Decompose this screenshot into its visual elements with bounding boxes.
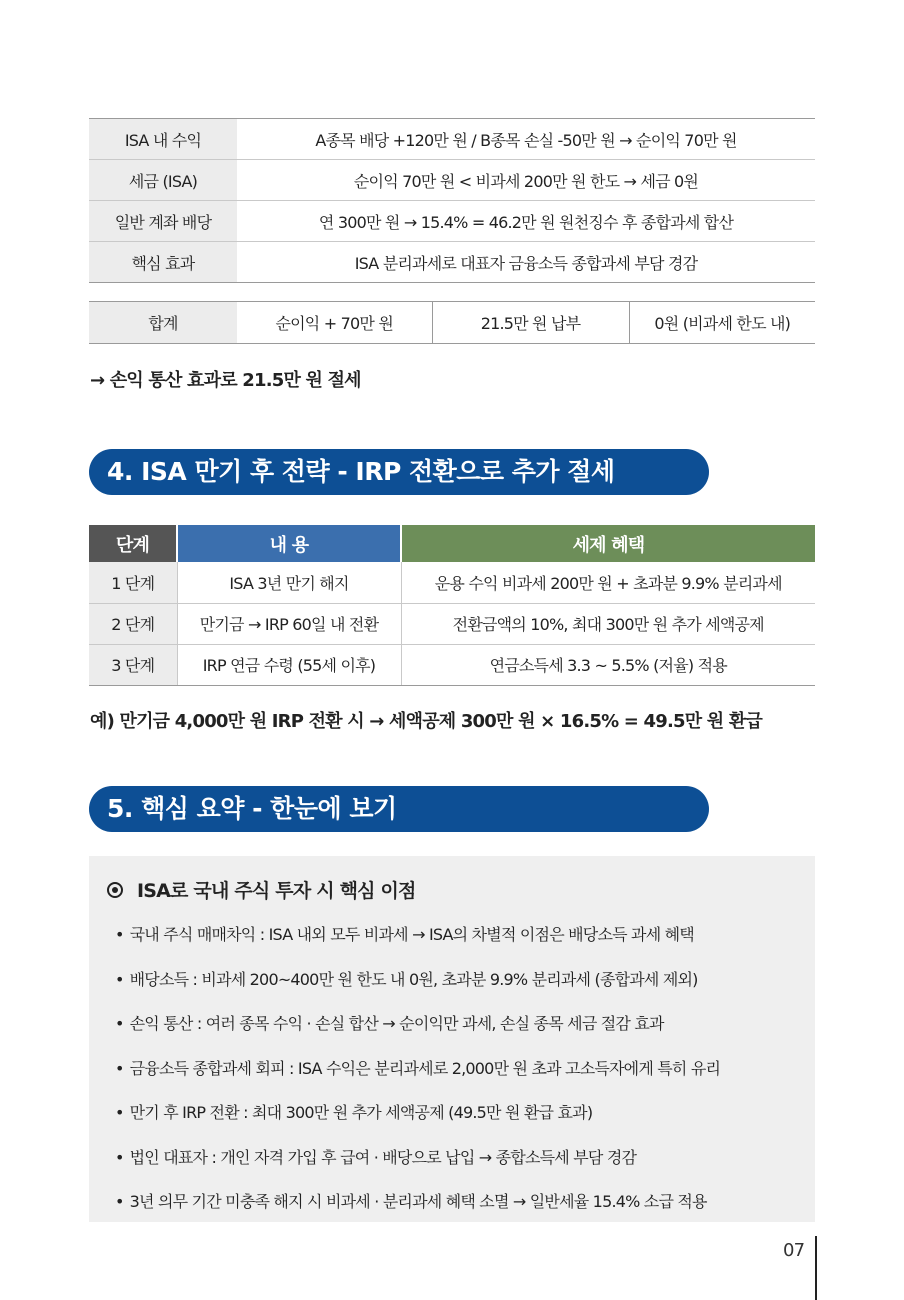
row-value: A종목 배당 +120만 원 / B종목 손실 -50만 원 → 순이익 70만 원 [237,119,815,160]
row-label: 세금 (ISA) [89,160,237,201]
page-divider [815,1236,817,1300]
list-item: • 금융소득 종합과세 회피 : ISA 수익은 분리과세로 2,000만 원 초과 고소득자에게 특히 유리 [115,1056,720,1101]
row-label: ISA 내 수익 [89,119,237,160]
list-item: • 배당소득 : 비과세 200~400만 원 한도 내 0원, 초과분 9.9% 분리과세 (종합과세 제외) [115,967,720,1012]
total-cell-1: 순이익 + 70만 원 [237,302,432,344]
table-row [89,201,815,242]
table-row [89,160,815,201]
row-label: 일반 계좌 배당 [89,201,237,242]
stage-table [89,525,815,686]
row-label: 핵심 효과 [89,242,237,283]
stage-table-header [89,525,815,562]
header-stage: 단계 [89,525,177,562]
list-item: • 국내 주식 매매차익 : ISA 내외 모두 비과세 → ISA의 차별적 이점은 배당소득 과세 혜택 [115,922,720,967]
stage-cell: 3 단계 [89,644,177,685]
list-item: • 법인 대표자 : 개인 자격 가입 후 급여 · 배당으로 납입 → 종합소득세 부담 경감 [115,1145,720,1190]
total-row [89,302,815,344]
summary-title-text: ISA로 국내 주식 투자 시 핵심 이점 [137,880,416,902]
section-4-header: 4. ISA 만기 후 전략 - IRP 전환으로 추가 절세 [89,449,709,495]
benefit-cell: 전환금액의 10%, 최대 300만 원 추가 세액공제 [401,603,815,644]
row-value: ISA 분리과세로 대표자 금융소득 종합과세 부담 경감 [237,242,815,283]
page-number: 07 [783,1240,805,1261]
total-cell-2: 21.5만 원 납부 [432,302,629,344]
total-label: 합계 [89,302,237,344]
section-5-header: 5. 핵심 요약 - 한눈에 보기 [89,786,709,832]
content-cell: IRP 연금 수령 (55세 이후) [177,644,401,685]
row-value: 순이익 70만 원 < 비과세 200만 원 한도 → 세금 0원 [237,160,815,201]
header-content: 내 용 [177,525,401,562]
summary-list [115,922,720,1234]
total-table [89,301,815,344]
stage-cell: 2 단계 [89,603,177,644]
total-cell-3: 0원 (비과세 한도 내) [629,302,815,344]
row-value: 연 300만 원 → 15.4% = 46.2만 원 원천징수 후 종합과세 합산 [237,201,815,242]
summary-title [107,876,416,903]
table-row [89,242,815,283]
summary-box [89,856,815,1222]
benefit-cell: 운용 수익 비과세 200만 원 + 초과분 9.9% 분리과세 [401,562,815,603]
list-item: • 손익 통산 : 여러 종목 수익 · 손실 합산 → 순이익만 과세, 손실 종목 세금 절감 효과 [115,1011,720,1056]
table-row [89,119,815,160]
benefit-cell: 연금소득세 3.3 ~ 5.5% (저율) 적용 [401,644,815,685]
savings-note: → 손익 통산 효과로 21.5만 원 절세 [90,370,361,391]
calc-table [89,118,815,283]
content-cell: ISA 3년 만기 해지 [177,562,401,603]
table-row [89,562,815,603]
list-item: • 3년 의무 기간 미충족 해지 시 비과세 · 분리과세 혜택 소멸 → 일반세율 15.4% 소급 적용 [115,1189,720,1234]
content-cell: 만기금 → IRP 60일 내 전환 [177,603,401,644]
table-row [89,603,815,644]
stage-cell: 1 단계 [89,562,177,603]
header-benefit: 세제 혜택 [401,525,815,562]
target-icon [107,882,123,898]
table-row [89,644,815,685]
example-note: 예) 만기금 4,000만 원 IRP 전환 시 → 세액공제 300만 원 × 16.5% = 49.5만 원 환급 [90,711,763,732]
list-item: • 만기 후 IRP 전환 : 최대 300만 원 추가 세액공제 (49.5만 원 환급 효과) [115,1100,720,1145]
